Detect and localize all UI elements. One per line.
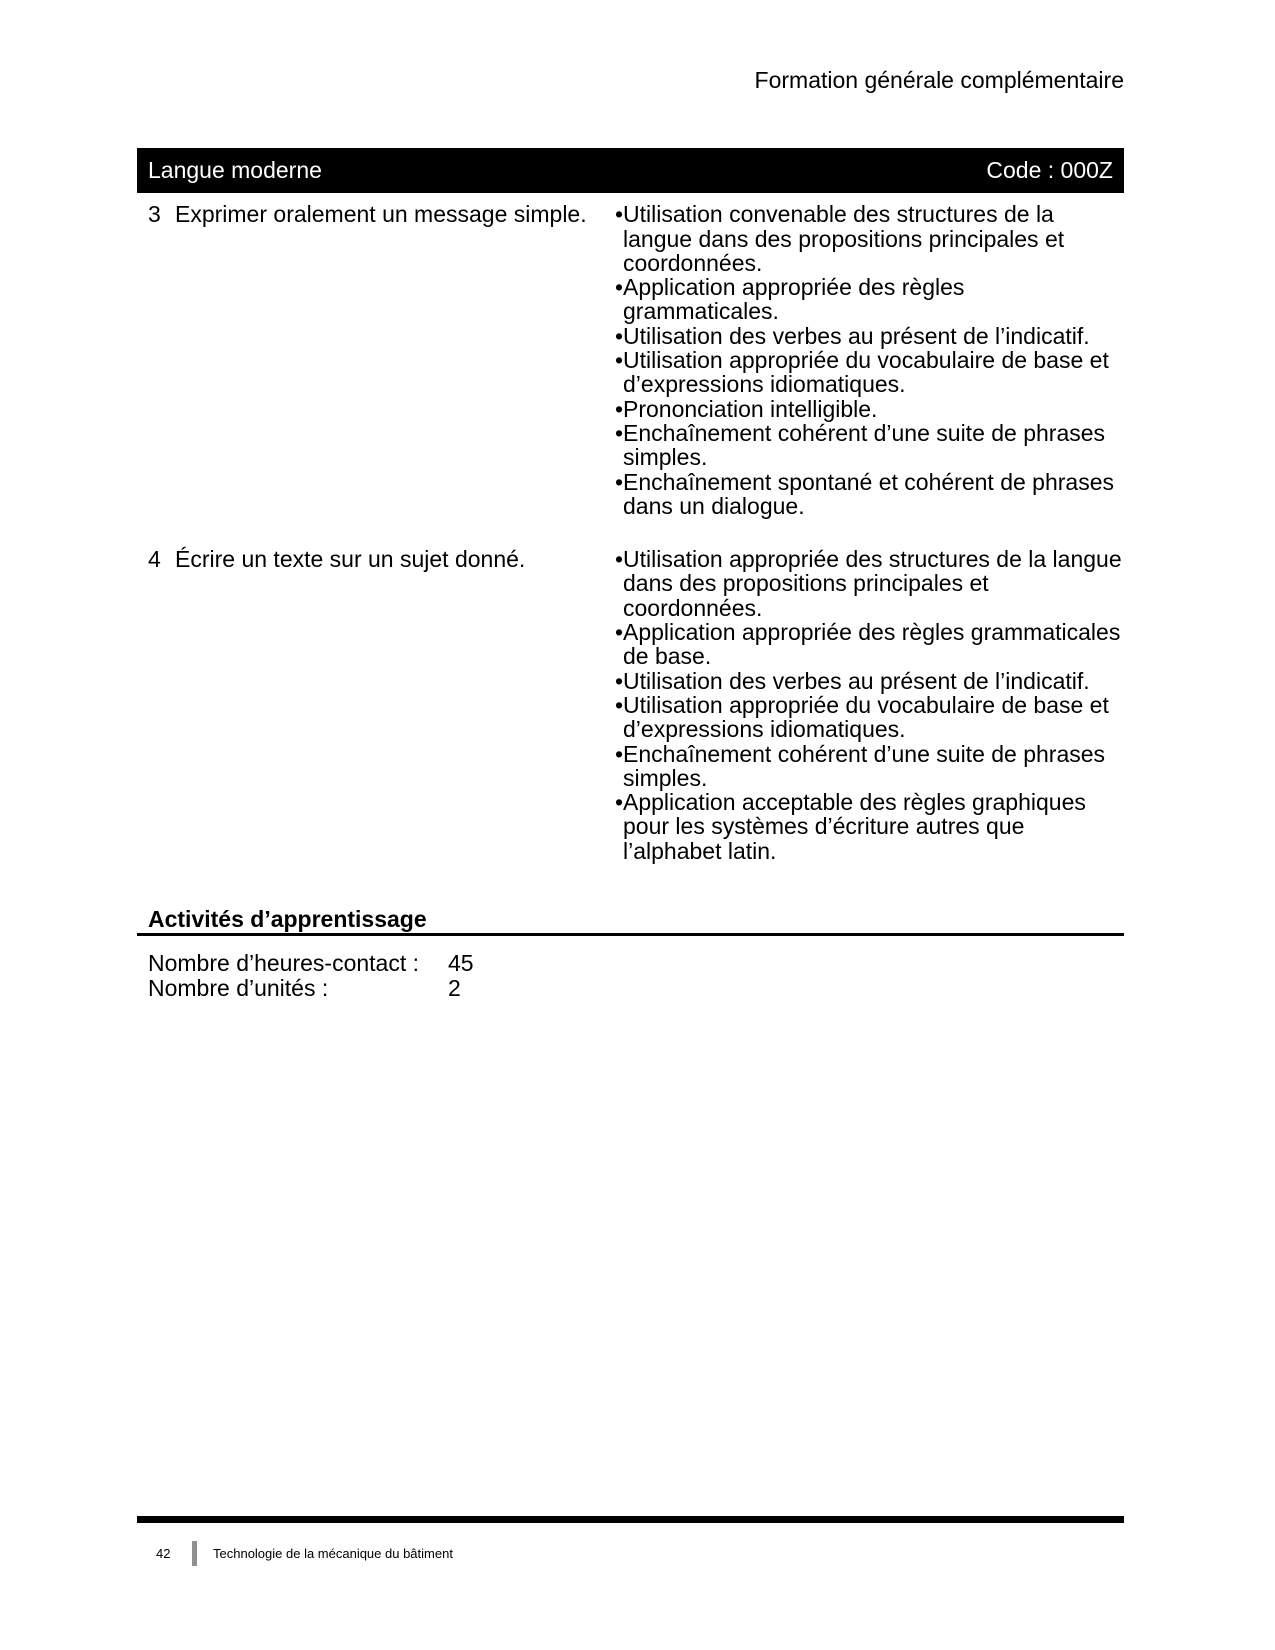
activity-value: 2: [448, 974, 461, 1001]
criterion-item: [615, 348, 1124, 397]
criterion-text: Utilisation appropriée du vocabulaire de base et d’expressions idiomatiques.: [623, 347, 1109, 398]
criterion-item: [615, 202, 1124, 275]
activity-value: 45: [448, 950, 474, 977]
activities-heading: Activités d’apprentissage: [137, 907, 1124, 936]
criterion-item: [615, 470, 1124, 519]
criterion-text: Prononciation intelligible.: [623, 395, 878, 422]
objective-number: 4: [148, 546, 161, 573]
bullet-icon: •: [615, 546, 624, 573]
running-header: [137, 0, 1124, 92]
activity-label: Nombre d’unités :: [148, 974, 329, 1001]
criterion-item: [615, 421, 1124, 470]
footer-row: [137, 1541, 1124, 1566]
bullet-icon: •: [615, 274, 624, 301]
bullet-icon: •: [615, 789, 624, 816]
objective-statement: Exprimer oralement un message simple.: [175, 201, 587, 228]
criterion-text: Application acceptable des règles graphiques pour les systèmes d’écriture autres que l’alphabet latin.: [623, 789, 1086, 864]
criterion-item: [615, 324, 1124, 348]
criteria-list: [615, 547, 1124, 863]
objectives-section: [137, 202, 1124, 863]
criterion-item: [615, 275, 1124, 324]
course-title: Langue moderne: [148, 157, 322, 184]
criterion-text: Utilisation convenable des structures de la langue dans des propositions principales et coordonnées.: [623, 201, 1065, 276]
bullet-icon: •: [615, 395, 624, 422]
criterion-text: Application appropriée des règles grammaticales de base.: [623, 619, 1121, 670]
activities-section: [137, 907, 1124, 1000]
course-header-bar: [137, 148, 1124, 193]
criterion-item: [615, 397, 1124, 421]
criterion-text: Utilisation appropriée des structures de la langue dans des propositions principales et coordonnées.: [623, 546, 1122, 621]
objective-left-cell: [137, 547, 615, 863]
bullet-icon: •: [615, 468, 624, 495]
objective-row: [137, 202, 1124, 518]
criterion-text: Enchaînement cohérent d’une suite de phrases simples.: [623, 740, 1106, 791]
criterion-item: [615, 790, 1124, 863]
criteria-list: [615, 202, 1124, 518]
activity-row: [137, 951, 1124, 975]
bullet-icon: •: [615, 322, 624, 349]
document-title: Technologie de la mécanique du bâtiment: [213, 1546, 453, 1561]
criterion-item: [615, 547, 1124, 620]
criterion-text: Application appropriée des règles grammaticales.: [623, 274, 965, 325]
footer-divider-bar: [192, 1541, 197, 1566]
bullet-icon: •: [615, 347, 624, 374]
bullet-icon: •: [615, 667, 624, 694]
criterion-text: Utilisation appropriée du vocabulaire de base et d’expressions idiomatiques.: [623, 691, 1109, 743]
bullet-icon: •: [615, 419, 624, 446]
bullet-icon: •: [615, 691, 624, 718]
page-footer: [137, 1516, 1124, 1566]
criterion-text: Utilisation des verbes au présent de l’indicatif.: [623, 667, 1090, 694]
activity-label: Nombre d’heures-contact :: [148, 950, 420, 977]
criterion-item: [615, 669, 1124, 693]
bullet-icon: •: [615, 201, 624, 228]
criterion-item: [615, 693, 1124, 742]
bullet-icon: •: [615, 619, 624, 646]
page-number: 42: [156, 1546, 171, 1561]
objective-number: 3: [148, 201, 161, 228]
criterion-item: [615, 620, 1124, 669]
objective-left-cell: [137, 202, 615, 518]
course-code: Code : 000Z: [986, 157, 1113, 184]
objective-statement: Écrire un texte sur un sujet donné.: [175, 546, 526, 573]
objective-row: [137, 547, 1124, 863]
criterion-item: [615, 742, 1124, 791]
activity-row: [137, 976, 1124, 1000]
criterion-text: Enchaînement cohérent d’une suite de phrases simples.: [623, 419, 1106, 471]
criterion-text: Utilisation des verbes au présent de l’indicatif.: [623, 322, 1090, 349]
criterion-text: Enchaînement spontané et cohérent de phrases dans un dialogue.: [623, 468, 1115, 519]
bullet-icon: •: [615, 740, 624, 767]
running-header-text: Formation générale complémentaire: [754, 67, 1124, 93]
activities-rows: [137, 951, 1124, 1000]
footer-rule: [137, 1516, 1124, 1523]
